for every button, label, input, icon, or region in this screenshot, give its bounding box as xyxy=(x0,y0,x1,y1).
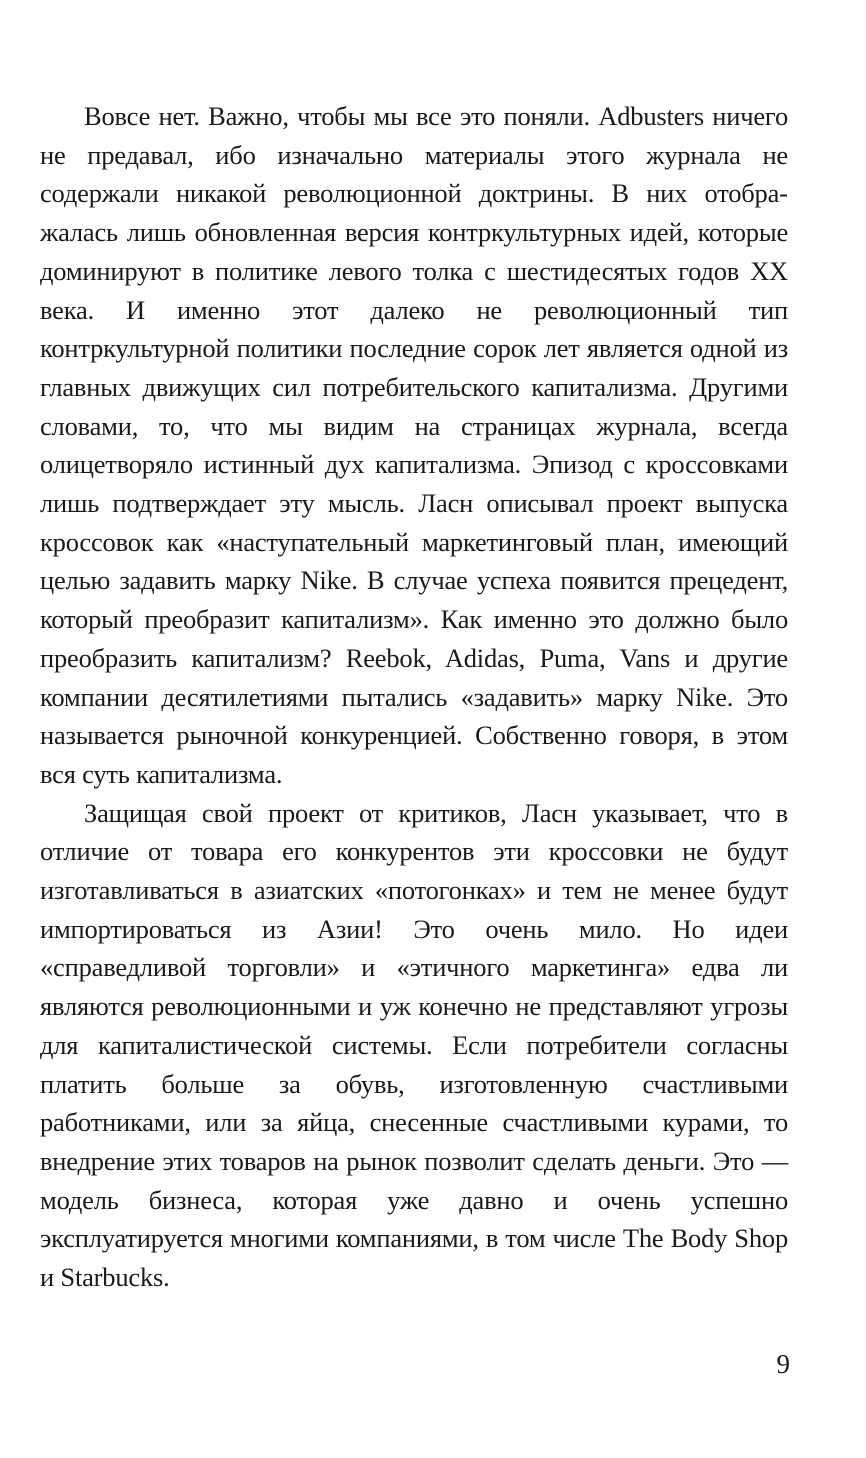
page-body xyxy=(40,97,788,1297)
paragraph-1: Вовсе нет. Важно, чтобы мы все это поняли. Adbusters ничего не предавал, ибо изначально материалы этого журнала не содержали никакой революционной доктрины. В них отображалась лишь обновленная версия контркультурных идей, которые доминируют в политике левого толка с шестидесятых годов XX века. И именно этот далеко не революционный тип контркультурной политики последние сорок лет является одной из главных движущих сил потребительского капитализма. Другими словами, то, что мы видим на страницах журнала, всегда олицетворяло истинный дух капитализма. Эпизод с кроссовками лишь подтверждает эту мысль. Ласн описывал проект выпуска кроссовок как «наступательный маркетинговый план, имеющий целью задавить марку Nike. В случае успеха появится прецедент, который преобразит капитализм». Как именно это должно было преобразить капитализм? Reebok, Adidas, Puma, Vans и другие компании десятилетиями пытались «задавить» марку Nike. Это называется рыночной конкуренцией. Собственно говоря, в этом вся суть капитализма. xyxy=(40,101,788,789)
page-number: 9 xyxy=(776,1349,790,1379)
paragraph-2: Защищая свой проект от критиков, Ласн указывает, что в отличие от товара его конкурентов эти кроссовки не будут изготавливаться в азиатских «потогонках» и тем не менее будут импортироваться из Азии! Это очень мило. Но идеи «справедливой торговли» и «этичного маркетинга» едва ли являются революционными и уж конечно не представляют угрозы для капиталистической системы. Если потребители согласны платить больше за обувь, изготовленную счастливыми работниками, или за яйца, снесенные счастливыми курами, то внедрение этих товаров на рынок позволит сделать деньги. Это — модель бизнеса, которая уже давно и очень успешно эксплуатируется многими компаниями, в том числе The Body Shop и Starbucks. xyxy=(40,797,788,1293)
